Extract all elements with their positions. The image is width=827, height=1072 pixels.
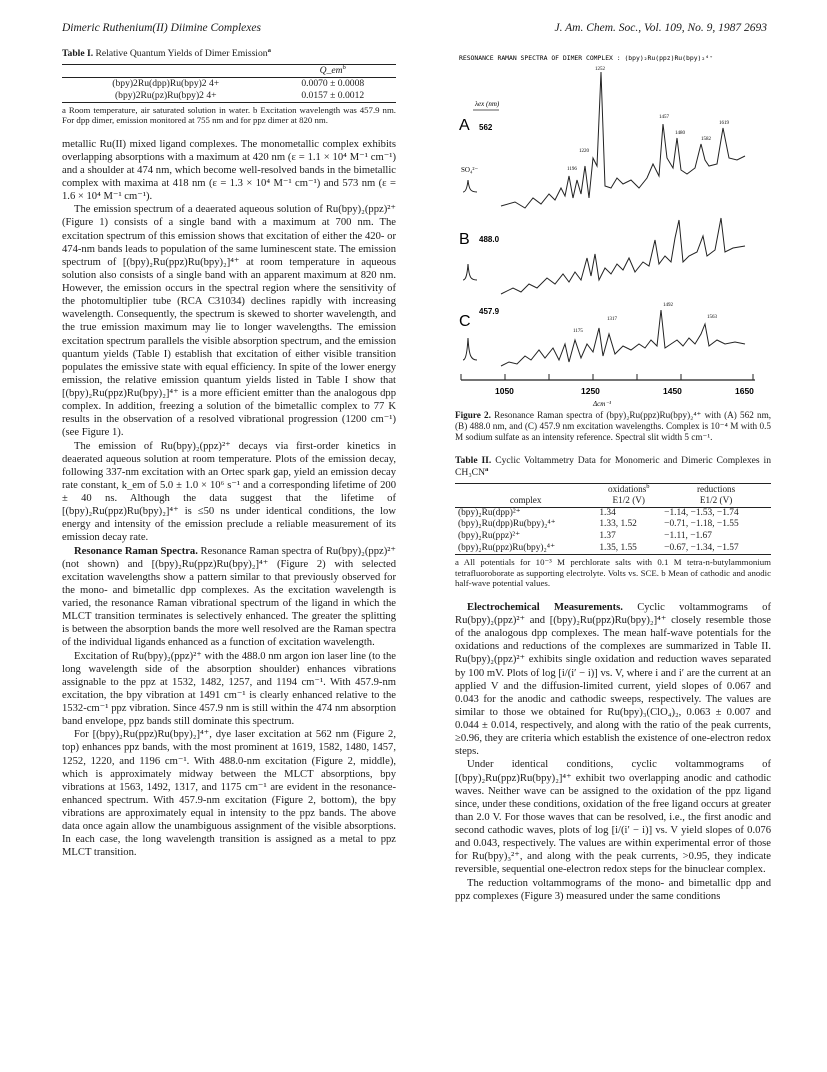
peak-label: 1252 — [595, 67, 605, 72]
peak-label: 1492 — [663, 303, 673, 308]
table-row: (bpy)₂Ru(ppz)²⁺ 1.37 −1.11, −1.67 — [458, 531, 712, 541]
table-row: (bpy)₂Ru(dpp)²⁺ 1.34 −1.14, −1.53, −1.74 — [458, 507, 739, 518]
peak-label: 1619 — [719, 121, 729, 126]
table-row — [62, 90, 396, 102]
panel-b-wavelength: 488.0 — [479, 235, 500, 244]
sulfate-reference-peak-a — [463, 180, 477, 192]
table-row: (bpy)₂Ru(ppz)Ru(bpy)₂⁴⁺ 1.35, 1.55 −0.67, −1.34, −1.57 — [458, 542, 739, 553]
table-row: (bpy)₂Ru(dpp)Ru(bpy)₂⁴⁺ 1.33, 1.52 −0.71, −1.18, −1.55 — [458, 519, 739, 530]
panel-label-b: B — [459, 231, 470, 248]
section-heading: Resonance Raman Spectra. — [74, 545, 198, 557]
table-row — [62, 77, 396, 89]
body-paragraph: The emission of Ru(bpy)₂(ppz)²⁺ decays via first-order kinetics in deaerated aqueous solution at room temperature. Plots of the emission decay, following 337-nm excitation with an Ortec spark gap, yield an emission decay rate constant, k_em of 5.0 ± 1.0 × 10⁶ s⁻¹ and a corresponding lifetime of 200 ± 40 ns. Although the data suggest that the lifetime of [(bpy)₂Ru(ppz)Ru(bpy)₂]⁴⁺ is ≤50 ns under identical conditions, the low energy and intensity of the emission preclude a reliable measurement of its emission decay rate. — [62, 440, 396, 544]
peak-label: 1563 — [707, 315, 717, 320]
table2-label: Table II. — [455, 455, 492, 467]
right-column — [455, 48, 771, 903]
sulfate-reference-peak-b — [463, 264, 477, 280]
table1-label: Table I. — [62, 48, 94, 59]
raman-spectra-plot — [455, 48, 771, 408]
table2-ox-header: oxidations$^b$ — [608, 482, 650, 494]
peak-label: 1480 — [675, 131, 685, 136]
peak-label: 1175 — [573, 329, 583, 334]
body-paragraph: metallic Ru(II) mixed ligand complexes. The monometallic complex exhibits overlapping absorptions with a maximum at 420 nm (ε = 1.1 × 10⁴ M⁻¹ cm⁻¹) and a shoulder at 474 nm, which become well-resolved bands in the bimetallic complex with maxima at 418 nm (ε = 1.3 × 10⁴ M⁻¹ cm⁻¹) and 573 nm (ε = 1.6 × 10⁴ M⁻¹ cm⁻¹). — [62, 138, 396, 203]
panel-label-a: A — [459, 117, 470, 134]
running-header-left: Dimeric Ruthenium(II) Diimine Complexes — [62, 22, 261, 34]
table2-red-subheader: E1/2 (V) — [699, 495, 733, 506]
table1-title: Relative Quantum Yields of Dimer Emission — [95, 48, 268, 59]
body-paragraph: The reduction voltammograms of the mono- and bimetallic dpp and ppz complexes (Figure 3) measured under the same conditions — [455, 877, 771, 902]
table2-footnote: a All potentials for 10⁻³ M perchlorate salts with 0.1 M tetra-n-butylammonium tetrafluoroborate as supporting electrolyte. Volts vs. SCE. b Mean of cathodic and anodic half-wave potential values. — [455, 557, 771, 589]
x-tick-label: 1050 — [495, 386, 514, 396]
x-tick-label: 1250 — [581, 386, 600, 396]
table1-value: 0.0157 ± 0.0012 — [301, 89, 365, 101]
peak-label: 1582 — [701, 137, 711, 142]
peak-label: 1457 — [659, 115, 669, 120]
body-paragraph: Excitation of Ru(bpy)₂(ppz)²⁺ with the 488.0 nm argon ion laser line (to the long wavelength side of the absorption shoulder) enhances vibrations assignable to the ppz at 1532, 1482, 1257, and 1194 cm⁻¹. With 457.9-nm excitation, the bpy vibration at 1491 cm⁻¹ is clearly enhanced relative to the 1532-cm⁻¹ ppz vibration. Since 457.9 nm is still within the 474 nm absorption band envelope, ppz bands still dominate this spectrum. — [62, 650, 396, 728]
peak-label: 1317 — [607, 317, 617, 322]
left-column — [62, 48, 396, 860]
table2-complex-header: complex — [509, 495, 542, 506]
figure2 — [455, 48, 771, 408]
body-paragraph: Under identical conditions, cyclic voltammograms of [(bpy)₂Ru(ppz)Ru(bpy)₂]⁴⁺ exhibit two overlapping anodic and cathodic waves. Neither wave can be assigned to the oxidation of the ppz ligand since, under these conditions, oxidation of the free ligand occurs at greater than 2.0 V. For those waves that can be resolved, i.e., the first anodic and second cathodic waves, plots of log [i/(i′ − i)] vs. V yield slopes of 0.076 and 0.043, respectively. The values are within experimental error of those for Ru(bpy)₃²⁺, and along with the peak currents, >0.95, they indicate reversible, sequential one-electron redox steps for the binuclear complex. — [455, 759, 771, 876]
panel-a-wavelength: 562 — [479, 123, 493, 132]
table1-complex: (bpy)2Ru(dpp)Ru(bpy)2 4+ — [112, 77, 220, 89]
x-tick-label: 1450 — [663, 386, 682, 396]
lambda-ex-label: λex (nm) — [475, 100, 500, 108]
table1 — [62, 64, 396, 103]
spectrum-b-trace — [501, 218, 745, 294]
x-tick-label: 1650 — [735, 386, 754, 396]
electro-paragraph: Electrochemical Measurements. Cyclic voltammograms of Ru(bpy)₂(ppz)²⁺ and [(bpy)₂Ru(ppz)Ru(bpy)₂]⁴⁺ closely resemble those of the analogous dpp complexes. The mean half-wave potentials for the oxidations and reductions of the complexes are summarized in Table II. Ru(bpy)₂(ppz)²⁺ exhibits single oxidation and reduction waves separated by 100 mV. Plots of log [i/(i′ − i)] vs. V, where i and i′ are the current at an applied V and the diffusion-limited current, yield slopes of 0.067 and 0.043 for the anodic and cathodic sweeps, respectively. The values are similar to those we obtained for Ru(bpy)₃(ClO₄)₂, 0.063 ± 0.007 and 0.044 ± 0.014, respectively, and along with the ratio of the peak currents, ≥0.96, they are criteria which establish the existence of one-electron redox steps. — [455, 601, 771, 758]
table1-complex: (bpy)2Ru(pz)Ru(bpy)2 4+ — [114, 89, 217, 101]
sulfate-label: SO₄²⁻ — [461, 166, 479, 174]
table2-title: Cyclic Voltammetry Data for Monomeric and Dimeric Complexes in CH₃CN — [455, 455, 772, 478]
table1-value: 0.0070 ± 0.0008 — [301, 77, 365, 89]
x-axis-label: Δcm⁻¹ — [593, 400, 612, 408]
panel-label-c: C — [459, 313, 471, 330]
table2-ox-subheader: E1/2 (V) — [612, 495, 645, 506]
table2-caption: Table II. Cyclic Voltammetry Data for Monomeric and Dimeric Complexes in $CH_3CN^a$ — [455, 455, 772, 478]
table1-footnote: a Room temperature, air saturated solution in water. b Excitation wavelength was 457.9 nm. For dpp dimer, emission monitored at 755 nm and for ppz dimer at 820 nm. — [62, 104, 396, 126]
figure-handwritten-title: RESONANCE RAMAN SPECTRA OF DIMER COMPLEX : (bpy)₂Ru(ppz)Ru(bpy)₂⁴⁺ — [459, 54, 713, 62]
sulfate-reference-peak-c — [463, 338, 477, 360]
body-paragraph: For [(bpy)₂Ru(ppz)Ru(bpy)₂]⁴⁺, dye laser excitation at 562 nm (Figure 2, top) enhances ppz bands, with the most prominent at 1619, 1582, 1480, 1457, 1252, 1220, and 1196 cm⁻¹. With 488.0-nm excitation (Figure 2, middle), which is approximately midway between the MLCT absorptions, bpy vibrations at 1563, 1492, 1317, and 1175 cm⁻¹ are evident in the resonance-enhanced spectrum. With 457.9-nm excitation (Figure 2, bottom), the bpy vibrations are approximately equal in intensity to the ppz bands. The above data once again allow the unambiguous assignment of the visible absorptions. In each case, the long wavelength transition is assigned as a metal to ppz MLCT transition. — [62, 729, 396, 859]
table1-caption: Table I. Relative Quantum Yields of Dimer Emission$^a$ — [62, 46, 271, 59]
peak-label: 1220 — [579, 149, 589, 154]
running-header-right: J. Am. Chem. Soc., Vol. 109, No. 9, 1987 2693 — [554, 22, 767, 34]
body-paragraph: The emission spectrum of a deaerated aqueous solution of Ru(bpy)₂(ppz)²⁺ (Figure 1) consists of a single band with a maximum at 700 nm. The excitation spectrum of this emission shows that excitation of either the 420- or 474-nm bands leads to population of the same luminescent state. The emission spectrum of [(bpy)₂Ru(ppz)Ru(bpy)₂]⁴⁺ at room temperature in aqueous solution also consists of a single band with an apparent maximum at 820 nm. However, the emission occurs in the spectral region where the sensitivity of the photomultiplier tube (RCA C31034) declines rapidly with increasing wavelength. Consequently, the spectrum is skewed to shorter wavelength, and the true emission maximum may lie to longer wavelengths. The emission excitation spectrum parallels the visible absorption spectrum, and the emission quantum yields (Table I) establish that excitation of either visible transition populates the emissive state with equal efficiency. In spite of the lower energy emission, the relative emission quantum yields listed in Table I show that [(bpy)₂Ru(ppz)Ru(bpy)₂]⁴⁺ is a more efficient emitter than the analogous dpp complex. In addition, freezing a solution of the bimetallic complex to 77 K results in the observation of a resolved vibrational progression (1200 cm⁻¹) (see Figure 1). — [62, 204, 396, 439]
table2 — [455, 483, 771, 555]
figure2-caption: Figure 2. Resonance Raman spectra of (bpy)₂Ru(ppz)Ru(bpy)₂⁴⁺ with (A) 562 nm, (B) 488.0 nm, and (C) 457.9 nm excitation wavelengths. Complex is 10⁻⁴ M with 0.5 M sodium sulfate as an intensity reference. Spectral slit width 5 cm⁻¹. — [455, 410, 772, 443]
table1-col-header: $Q\_em^b$ — [319, 63, 346, 76]
panel-c-wavelength: 457.9 — [479, 307, 500, 316]
table2-red-header: reductions — [696, 483, 736, 494]
section-heading: Electrochemical Measurements. — [467, 601, 623, 613]
peak-label: 1196 — [567, 167, 577, 172]
raman-paragraph: Resonance Raman Spectra. Resonance Raman spectra of Ru(bpy)₂(ppz)²⁺ (not shown) and [(bpy)₂Ru(ppz)Ru(bpy)₂]⁴⁺ (Figure 2) with selected excitation wavelengths show a pattern similar to that previously observed for the mono- and bimetallic dpp complexes. As the excitation wavelength is varied, the resonance Raman vibrational spectrum of the ligand in which the MLCT transition terminates is selectively enhanced. The greater the splitting is between the absorption bands the more well resolved are the Raman spectra of the individual ligands enhanced as a function of excitation wavelength. — [62, 545, 396, 649]
